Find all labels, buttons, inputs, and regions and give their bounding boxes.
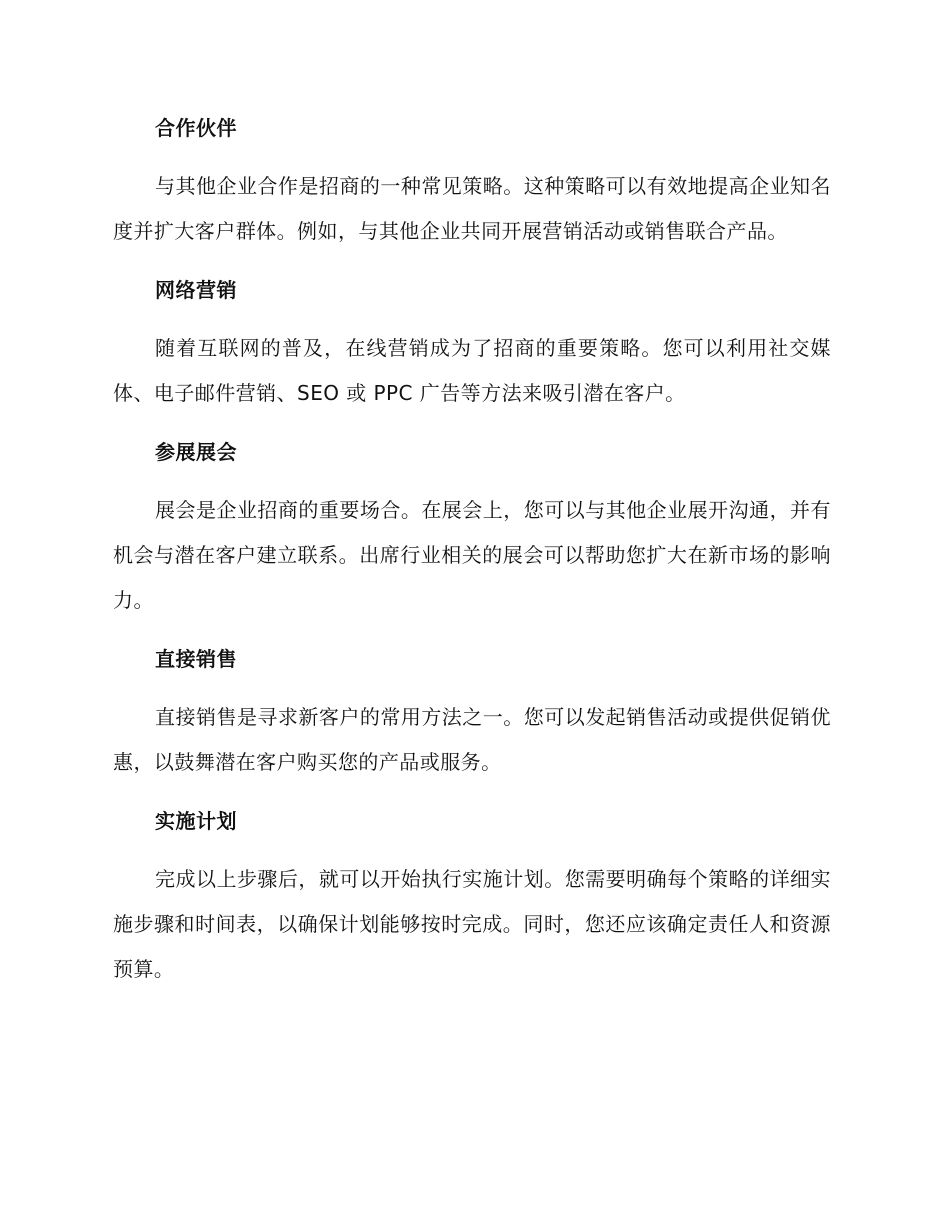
section-exhibitions <box>113 436 831 623</box>
document-content <box>113 112 831 1012</box>
section-partners <box>113 112 831 254</box>
section-heading: 实施计划 <box>155 809 237 833</box>
section-direct-sales <box>113 643 831 785</box>
section-paragraph: 直接销售是寻求新客户的常用方法之一。您可以发起销售活动或提供促销优惠，以鼓舞潜在客户购买您的产品或服务。 <box>113 705 831 774</box>
section-paragraph: 完成以上步骤后，就可以开始执行实施计划。您需要明确每个策略的详细实施步骤和时间表，以确保计划能够按时完成。同时，您还应该确定责任人和资源预算。 <box>113 867 831 981</box>
section-paragraph: 展会是企业招商的重要场合。在展会上，您可以与其他企业展开沟通，并有机会与潜在客户建立联系。出席行业相关的展会可以帮助您扩大在新市场的影响力。 <box>113 498 831 612</box>
section-online-marketing <box>113 274 831 416</box>
section-heading: 参展展会 <box>155 440 237 464</box>
section-implementation-plan <box>113 805 831 992</box>
section-heading: 网络营销 <box>155 278 237 302</box>
section-heading: 合作伙伴 <box>155 116 237 140</box>
section-paragraph: 与其他企业合作是招商的一种常见策略。这种策略可以有效地提高企业知名度并扩大客户群体。例如，与其他企业共同开展营销活动或销售联合产品。 <box>113 174 831 243</box>
section-paragraph: 随着互联网的普及，在线营销成为了招商的重要策略。您可以利用社交媒体、电子邮件营销、SEO 或 PPC 广告等方法来吸引潜在客户。 <box>113 336 831 405</box>
section-heading: 直接销售 <box>155 647 237 671</box>
